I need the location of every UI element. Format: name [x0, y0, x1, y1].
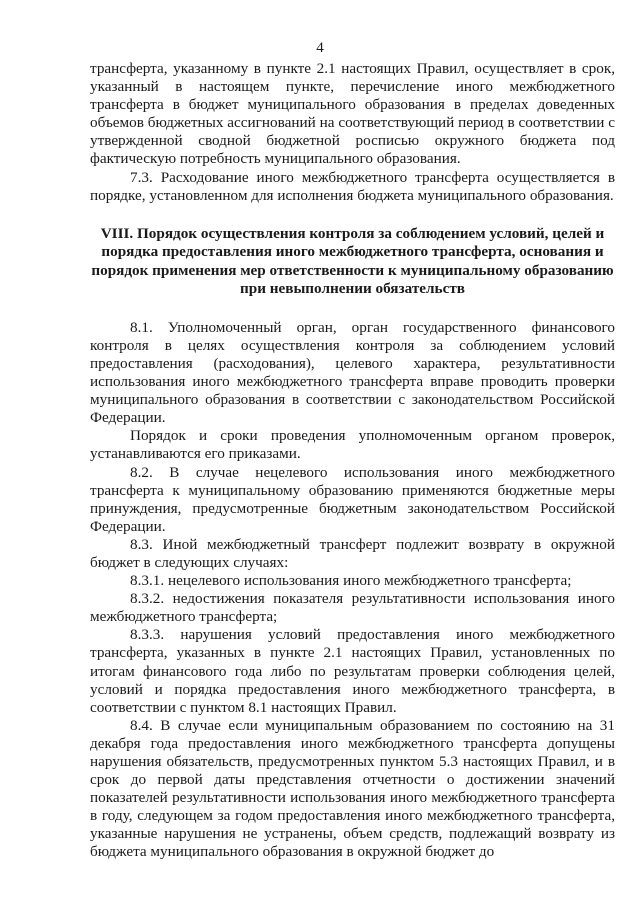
section-heading-viii: VIII. Порядок осуществления контроля за соблюдением условий, целей и порядка предоставления иного межбюджетного трансферта, основания и порядок применения мер ответственности к муниципальному образованию при невыполнении обязательств — [91, 224, 614, 298]
paragraph-inspection-order: Порядок и сроки проведения уполномоченным органом проверок, устанавливаются его приказами. — [90, 427, 615, 463]
paragraph-7-2-continued: трансферта, указанному в пункте 2.1 настоящих Правил, осуществляет в срок, указанный в настоящем пункте, перечисление иного межбюджетного трансферта в бюджет муниципального образования в пределах доведенных объемов бюджетных ассигнований на соответствующий период в соответствии с утвержденной сводной бюджетной росписью окружного бюджета под фактическую потребность муниципального образования. — [90, 60, 615, 168]
paragraph-8-1: 8.1. Уполномоченный орган, орган государственного финансового контроля в целях осуществления контроля за соблюдением условий предоставления (расходования), целевого характера, результативности использования иного межбюджетного трансферта вправе проводить проверки муниципального образования в соответствии с законодательством Российской Федерации. — [90, 318, 615, 427]
paragraph-8-4: 8.4. В случае если муниципальным образованием по состоянию на 31 декабря года предоставления иного межбюджетного трансферта допущены нарушения обязательств, предусмотренных пунктом 5.3 настоящих Правил, и в срок до первой даты представления отчетности о достижении значений показателей результативности использования иного межбюджетного трансферта в году, следующем за годом предоставления иного межбюджетного трансферта, указанные нарушения не устранены, объем средств, подлежащий возврату из бюджета муниципального образования в окружной бюджет до — [90, 716, 615, 861]
paragraph-8-3-1: 8.3.1. нецелевого использования иного межбюджетного трансферта; — [130, 572, 572, 590]
paragraph-8-3: 8.3. Иной межбюджетный трансферт подлежит возврату в окружной бюджет в следующих случаях: — [90, 535, 615, 571]
paragraph-7-3: 7.3. Расходование иного межбюджетного трансферта осуществляется в порядке, установленном для исполнения бюджета муниципального образования. — [90, 168, 615, 204]
paragraph-8-2: 8.2. В случае нецелевого использования иного межбюджетного трансферта к муниципальному образованию применяются бюджетные меры принуждения, предусмотренные бюджетным законодательством Российской Федерации. — [90, 463, 615, 535]
document-body — [90, 60, 615, 862]
paragraph-8-3-3: 8.3.3. нарушения условий предоставления иного межбюджетного трансферта, указанных в пункте 2.1 настоящих Правил, установленных по итогам финансового года либо по результатам проверки соблюдения целей, условий и порядка предоставления иного межбюджетного трансферта, в соответствии с пунктом 8.1 настоящих Правил. — [90, 626, 615, 716]
paragraph-8-3-2: 8.3.2. недостижения показателя результативности использования иного межбюджетного трансферта; — [90, 590, 615, 626]
page-number: 4 — [316, 40, 324, 56]
